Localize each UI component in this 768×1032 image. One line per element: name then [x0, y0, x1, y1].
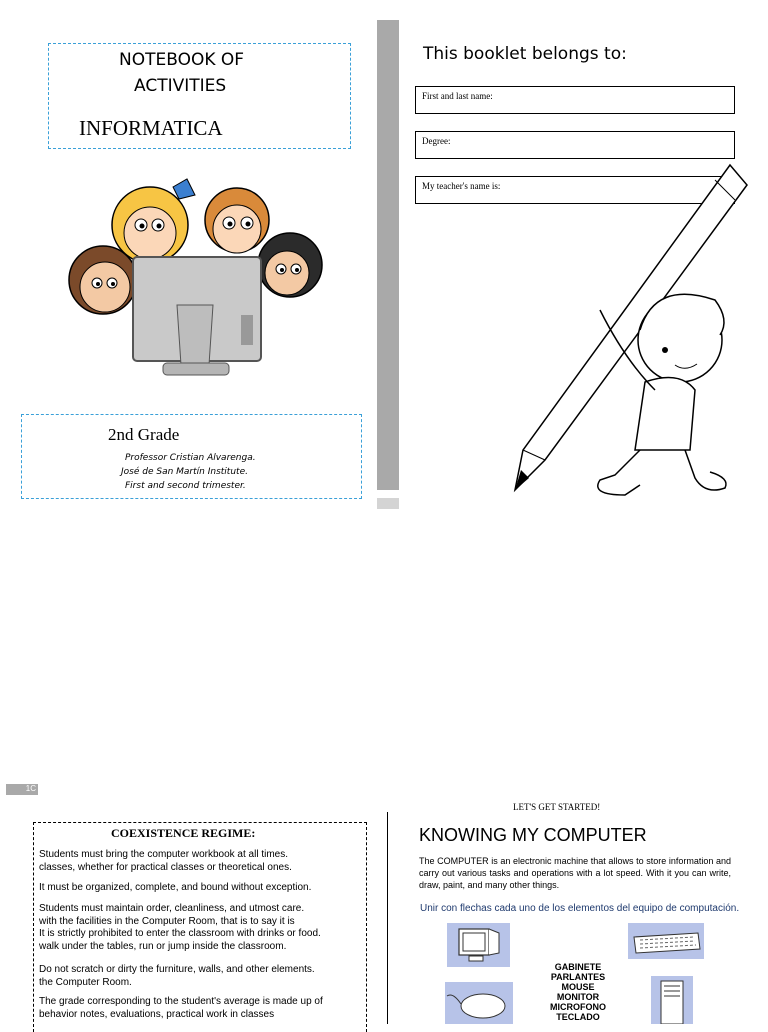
regime-paragraph-2 — [39, 882, 372, 895]
regime-line: It must be organized, complete, and bound without exception. — [39, 882, 312, 893]
column-divider — [387, 812, 388, 1024]
cover-grade: 2nd Grade — [108, 425, 180, 444]
computer-intro: The COMPUTER is an electronic machine that allows to store information and carry out various tasks and operations with a lot speed. With it you can write, draw, paint, and many other things. — [419, 856, 731, 890]
mouse-icon — [445, 982, 513, 1024]
cabinet-icon — [651, 976, 693, 1024]
regime-line: with the facilities in the Computer Room, that is to say it is — [39, 915, 295, 927]
cover-title-line1: NOTEBOOK OF — [119, 50, 245, 70]
regime-line: Students must bring the computer workbook at all times. — [39, 849, 289, 860]
monitor-icon — [447, 923, 510, 967]
regime-line: It is strictly prohibited to enter the classroom with drinks or food. — [39, 928, 321, 939]
mouse-picture — [445, 982, 513, 1024]
computer-instruction: Unir con flechas cada uno de los elementos del equipo de computación. — [420, 903, 740, 914]
regime-line: Do not scratch or dirty the furniture, walls, and other elements. — [39, 964, 315, 975]
regime-paragraph-1 — [39, 849, 372, 874]
regime-paragraph-3 — [39, 903, 372, 953]
word-teclado: TECLADO — [556, 1012, 600, 1022]
owner-heading: This booklet belongs to: — [423, 44, 627, 64]
cover-term: First and second trimester. — [125, 481, 246, 491]
regime-line: behavior notes, evaluations, practical work in classes — [39, 1008, 275, 1020]
keyboard-picture — [628, 923, 704, 959]
cover-title-line2: ACTIVITIES — [134, 76, 227, 96]
cover-professor: Professor Cristian Alvarenga. — [125, 453, 256, 463]
word-parlantes: PARLANTES — [550, 972, 606, 982]
word-mouse: MOUSE — [561, 982, 595, 992]
word-list — [538, 962, 618, 1022]
regime-line: classes, whether for practical classes or theoretical ones. — [39, 861, 292, 873]
keyboard-icon — [628, 923, 704, 959]
regime-title: COEXISTENCE REGIME: — [111, 826, 256, 840]
word-monitor: MONITOR — [556, 992, 600, 1002]
monitor-picture — [447, 923, 510, 967]
page-marker-label: 1C — [25, 784, 36, 793]
binding-strip — [377, 20, 399, 490]
regime-line: The grade corresponding to the student's average is made up of — [39, 996, 323, 1007]
binding-strip-end — [377, 498, 399, 509]
owner-field-degree: Degree: — [415, 131, 735, 159]
computer-heading: KNOWING MY COMPUTER — [419, 825, 647, 845]
boy-with-pencil-illustration — [505, 160, 750, 500]
cover-title-box — [48, 43, 351, 149]
cover-info-box — [21, 414, 362, 499]
owner-field-teacher: My teacher's name is: — [415, 176, 735, 204]
regime-line: walk under the tables, run or jump inside the classroom. — [39, 940, 287, 952]
kids-computer-illustration — [55, 165, 345, 385]
regime-paragraph-5 — [39, 996, 372, 1021]
regime-line: the Computer Room. — [39, 976, 132, 988]
kicker: LET'S GET STARTED! — [513, 802, 601, 812]
owner-field-name: First and last name: — [415, 86, 735, 114]
cover-subject: INFORMATICA — [79, 116, 223, 140]
word-microfono: MICROFONO — [550, 1002, 606, 1012]
cabinet-picture — [651, 976, 693, 1024]
regime-line: Students must maintain order, cleanliness, and utmost care. — [39, 903, 305, 914]
cover-institute: José de San Martín Institute. — [121, 467, 248, 477]
regime-paragraph-4 — [39, 964, 372, 989]
page-marker — [6, 784, 38, 795]
word-gabinete: GABINETE — [554, 962, 602, 972]
